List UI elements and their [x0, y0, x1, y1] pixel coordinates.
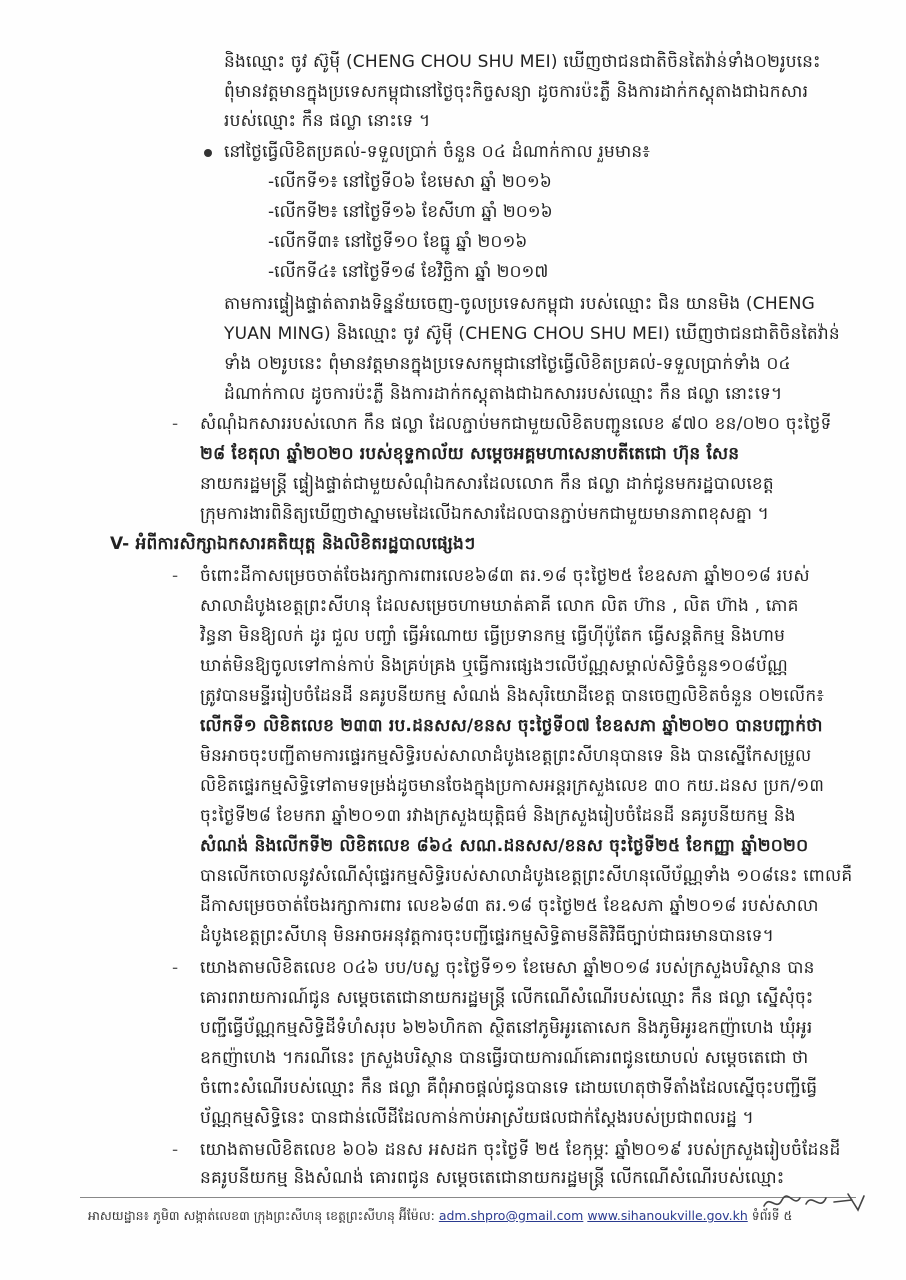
body-line: ត្រូវបានមន្ទីររៀបចំដែនដី នគរូបនីយកម្ម សំណង់ និងសុរិយោដីខេត្ត បានចេញលិខិតចំនួន ០២លើក៖ [200, 686, 825, 706]
bullet-icon [204, 149, 212, 157]
body-line: របស់ឈ្មោះ កឹន ផល្លា នោះទេ ។ [224, 111, 431, 131]
body-line: យោងតាមលិខិតលេខ ៦០៦ ដនស អសដក ចុះថ្ងៃទី ២៥ ខែកុម្ភៈ ឆ្នាំ២០១៩ របស់ក្រសួងរៀបចំដែនដី [200, 1140, 841, 1160]
body-line: សំណង់ និងលើកទី២ លិខិតលេខ ៨៦៤ សណ.ដនសស/ខនស ចុះថ្ងៃទី២៥ ខែកញ្ញា ឆ្នាំ២០២០ [200, 836, 809, 856]
body-line: ចុះថ្ងៃទី២៨ ខែមករា ឆ្នាំ២០១៣ រវាងក្រសួងយុត្តិធម៌ និងក្រសួងរៀបចំដែនដី នគរូបនីយកម្ម និង [200, 806, 796, 826]
sub-item: -លើកទី១៖ នៅថ្ងៃទី០៦ ខែមេសា ឆ្នាំ ២០១៦ [268, 172, 552, 192]
body-line: គោរពរាយការណ៍ជូន សម្តេចតេជោនាយករដ្ឋមន្ត្រី លើកណើសំណើរបស់ឈ្មោះ កឹន ផល្លា ស្នើសុំចុះ [200, 988, 814, 1008]
sub-item: -លើកទី២៖ នៅថ្ងៃទី១៦ ខែសីហា ឆ្នាំ ២០១៦ [268, 202, 553, 222]
footer [88, 1208, 792, 1224]
body-line: លិខិតផ្ទេរកម្មសិទ្ធិទៅតាមទម្រង់ដូចមានចែងក្នុងប្រកាសអន្តរក្រសួងលេខ ៣០ កយ.ដនស ប្រក/១៣ [200, 776, 825, 796]
dash-marker: - [172, 1140, 179, 1160]
body-line: ២៨ ខែតុលា ឆ្នាំ២០២០ របស់ខុទ្ទកាល័យ សម្តេចអគ្គមហាសេនាបតីតេជោ ហ៊ុន សែន [200, 444, 740, 464]
body-line: យោងតាមលិខិតលេខ ០៤៦ បប/បស្ល ចុះថ្ងៃទី១១ ខែមេសា ឆ្នាំ២០១៨ របស់ក្រសួងបរិស្ថាន បាន [200, 958, 815, 978]
body-line: ក្រុមការងារពិនិត្យឃើញថាស្នាមមេដៃលើឯកសារដែលបានភ្ជាប់មកជាមួយមានភាពខុសគ្នា ។ [200, 504, 770, 524]
body-line: ឃាត់មិនឱ្យចូលទៅកាន់កាប់ និងគ្រប់គ្រង ឬធ្វើការផ្សេងៗលើប័ណ្ណសម្គាល់សិទ្ធិចំនួន១០៨ប័ណ្ណ [200, 656, 788, 676]
footer-email-link[interactable]: adm.shpro@gmail.com [438, 1208, 584, 1223]
footer-page-number: ទំព័រទី ៥ [751, 1208, 793, 1223]
body-line: បានលើកចោលនូវសំណើសុំផ្ទេរកម្មសិទ្ធិរបស់សាលាដំបូងខេត្តព្រះសីហនុលើប័ណ្ណទាំង ១០៨នេះ ពោលគឺ [200, 866, 853, 886]
body-line: នៅថ្ងៃធ្វើលិខិតប្រគល់-ទទួលប្រាក់ ចំនួន ០៤ ដំណាក់កាល រួមមាន៖ [224, 142, 651, 162]
body-line: នាយករដ្ឋមន្ត្រី ផ្ទៀងផ្ទាត់ជាមួយសំណុំឯកសារដែលលោក កឹន ផល្លា ដាក់ជូនមករដ្ឋបាលខេត្ត [200, 474, 774, 494]
dash-marker: - [172, 958, 179, 978]
body-line: សំណុំឯកសាររបស់លោក កឹន ផល្លា ដែលភ្ជាប់មកជាមួយលិខិតបញ្ជូនលេខ ៩៧០ ខន/០២០ ចុះថ្ងៃទី [200, 414, 832, 434]
body-line: ប័ណ្ណកម្មសិទ្ធិនេះ បានជាន់លើដីដែលកាន់កាប់អាស្រ័យផលជាក់ស្តែងរបស់ប្រជាពលរដ្ឋ ។ [200, 1108, 754, 1128]
body-line: សាលាដំបូងខេត្តព្រះសីហនុ ដែលសម្រេចហាមឃាត់គាគី លោក លិត ហ៊ាន , លិត ហ៊ាង , ភោគ [200, 596, 799, 616]
body-line: លើកទី១ លិខិតលេខ ២៣៣ រប.ដនសស/ខនស ចុះថ្ងៃទី០៧ ខែឧសភា ឆ្នាំ២០២០ បានបញ្ជាក់ថា [200, 716, 823, 736]
body-line: ចំពោះដីកាសម្រេចចាត់ចែងរក្សាការពារលេខ៦៨៣ តរ.១៨ ចុះថ្ងៃ២៥ ខែឧសភា ឆ្នាំ២០១៨ របស់ [200, 566, 810, 586]
body-line: មិនអាចចុះបញ្ជីតាមការផ្ទេរកម្មសិទ្ធិរបស់សាលាដំបូងខេត្តព្រះសីហនុបានទេ និង បានស្នើកែសម្រួល [200, 746, 812, 766]
body-line: ពុំមានវត្តមានក្នុងប្រទេសកម្ពុជានៅថ្ងៃចុះកិច្ចសន្យា ដូចការប៉ះភ្លឺ និងការដាក់កស្តុតាងជាឯកសារ [224, 82, 809, 102]
body-line: នគរូបនីយកម្ម និងសំណង់ គោរពជូន សម្តេចតេជោនាយករដ្ឋមន្ត្រី លើកណើសំណើរបស់ឈ្មោះ [200, 1168, 785, 1188]
body-line: តាមការផ្ទៀងផ្ទាត់តារាងទិន្នន័យចេញ-ចូលប្រទេសកម្ពុជា របស់ឈ្មោះ ជិន យានមិង (CHENG [224, 294, 816, 314]
signature-initials-icon [760, 1188, 870, 1216]
footer-address: អាសយដ្ឋាន៖ ភូមិ៣ សង្កាត់លេខ៣ ក្រុងព្រះសីហនុ ខេត្តព្រះសីហនុ អ៊ីម៉ែល: [88, 1208, 435, 1223]
body-line: ដំណាក់កាល ដូចការប៉ះភ្លឺ និងការដាក់កស្តុតាងជាឯកសាររបស់ឈ្មោះ កឹន ផល្លា នោះទេ។ [224, 384, 783, 404]
body-line: ឧកញ៉ាហេង ។ករណីនេះ ក្រសួងបរិស្ថាន បានធ្វើរបាយការណ៍គោរពជូនយោបល់ សម្តេចតេជោ ថា [200, 1048, 809, 1068]
body-line: ដីកាសម្រេចចាត់ចែងរក្សាការពារ លេខ៦៨៣ តរ.១៨ ចុះថ្ងៃ២៥ ខែឧសភា ឆ្នាំ២០១៨ របស់សាលា [200, 896, 819, 916]
body-line: YUAN MING) និងឈ្មោះ ចូវ ស៊ូម៉ី (CHENG CHOU SHU MEI) ឃើញថាជនជាតិចិនតៃវ៉ាន់ [224, 324, 840, 344]
body-line: វិន្ធនា មិនឱ្យលក់ ដូរ ជួល បញ្ចាំ ធ្វើអំណោយ ធ្វើប្រទានកម្ម ធ្វើហ៊ីប៉ូតែក ធ្វើសន្តតិកម្ម និងហាម [200, 626, 786, 646]
footer-website-link[interactable]: www.sihanoukville.gov.kh [587, 1208, 748, 1223]
section-heading: V- អំពីការសិក្សាឯកសារគតិយុត្ត និងលិខិតរដ្ឋបាលផ្សេងៗ [110, 534, 476, 554]
sub-item: -លើកទី៤៖ នៅថ្ងៃទី១៨ ខែវិច្ឆិកា ឆ្នាំ ២០១៧ [268, 262, 549, 282]
body-line: និងឈ្មោះ ចូវ ស៊ូម៉ី (CHENG CHOU SHU MEI) ឃើញថាជនជាតិចិនតៃវ៉ាន់ទាំង០២រូបនេះ [224, 52, 821, 72]
dash-marker: - [172, 566, 179, 586]
body-line: បញ្ជីធ្វើប័ណ្ណកម្មសិទ្ធិដីទំហំសរុប ៦២៦ហិកតា ស្ថិតនៅភូមិអូរតោសេក និងភូមិអូរឧកញ៉ាហេង ឃុំអូរ [200, 1018, 813, 1038]
footer-divider [80, 1197, 856, 1198]
dash-marker: - [172, 414, 179, 434]
body-line: ចំពោះសំណើរបស់ឈ្មោះ កឹន ផល្លា គឺពុំអាចផ្តល់ជូនបានទេ ដោយហេតុថាទីតាំងដែលស្នើចុះបញ្ជីធ្វើ [200, 1078, 818, 1098]
body-line: ដំបូងខេត្តព្រះសីហនុ មិនអាចអនុវត្តការចុះបញ្ជីផ្ទេរកម្មសិទ្ធិតាមនីតិវិធីច្បាប់ជាធរមានបានទេ។ [200, 926, 774, 946]
sub-item: -លើកទី៣៖ នៅថ្ងៃទី១០ ខែធ្នូ ឆ្នាំ ២០១៦ [268, 232, 528, 252]
body-line: ទាំង ០២រូបនេះ ពុំមានវត្តមានក្នុងប្រទេសកម្ពុជានៅថ្ងៃធ្វើលិខិតប្រគល់-ទទួលប្រាក់ទាំង ០៤ [224, 354, 791, 374]
